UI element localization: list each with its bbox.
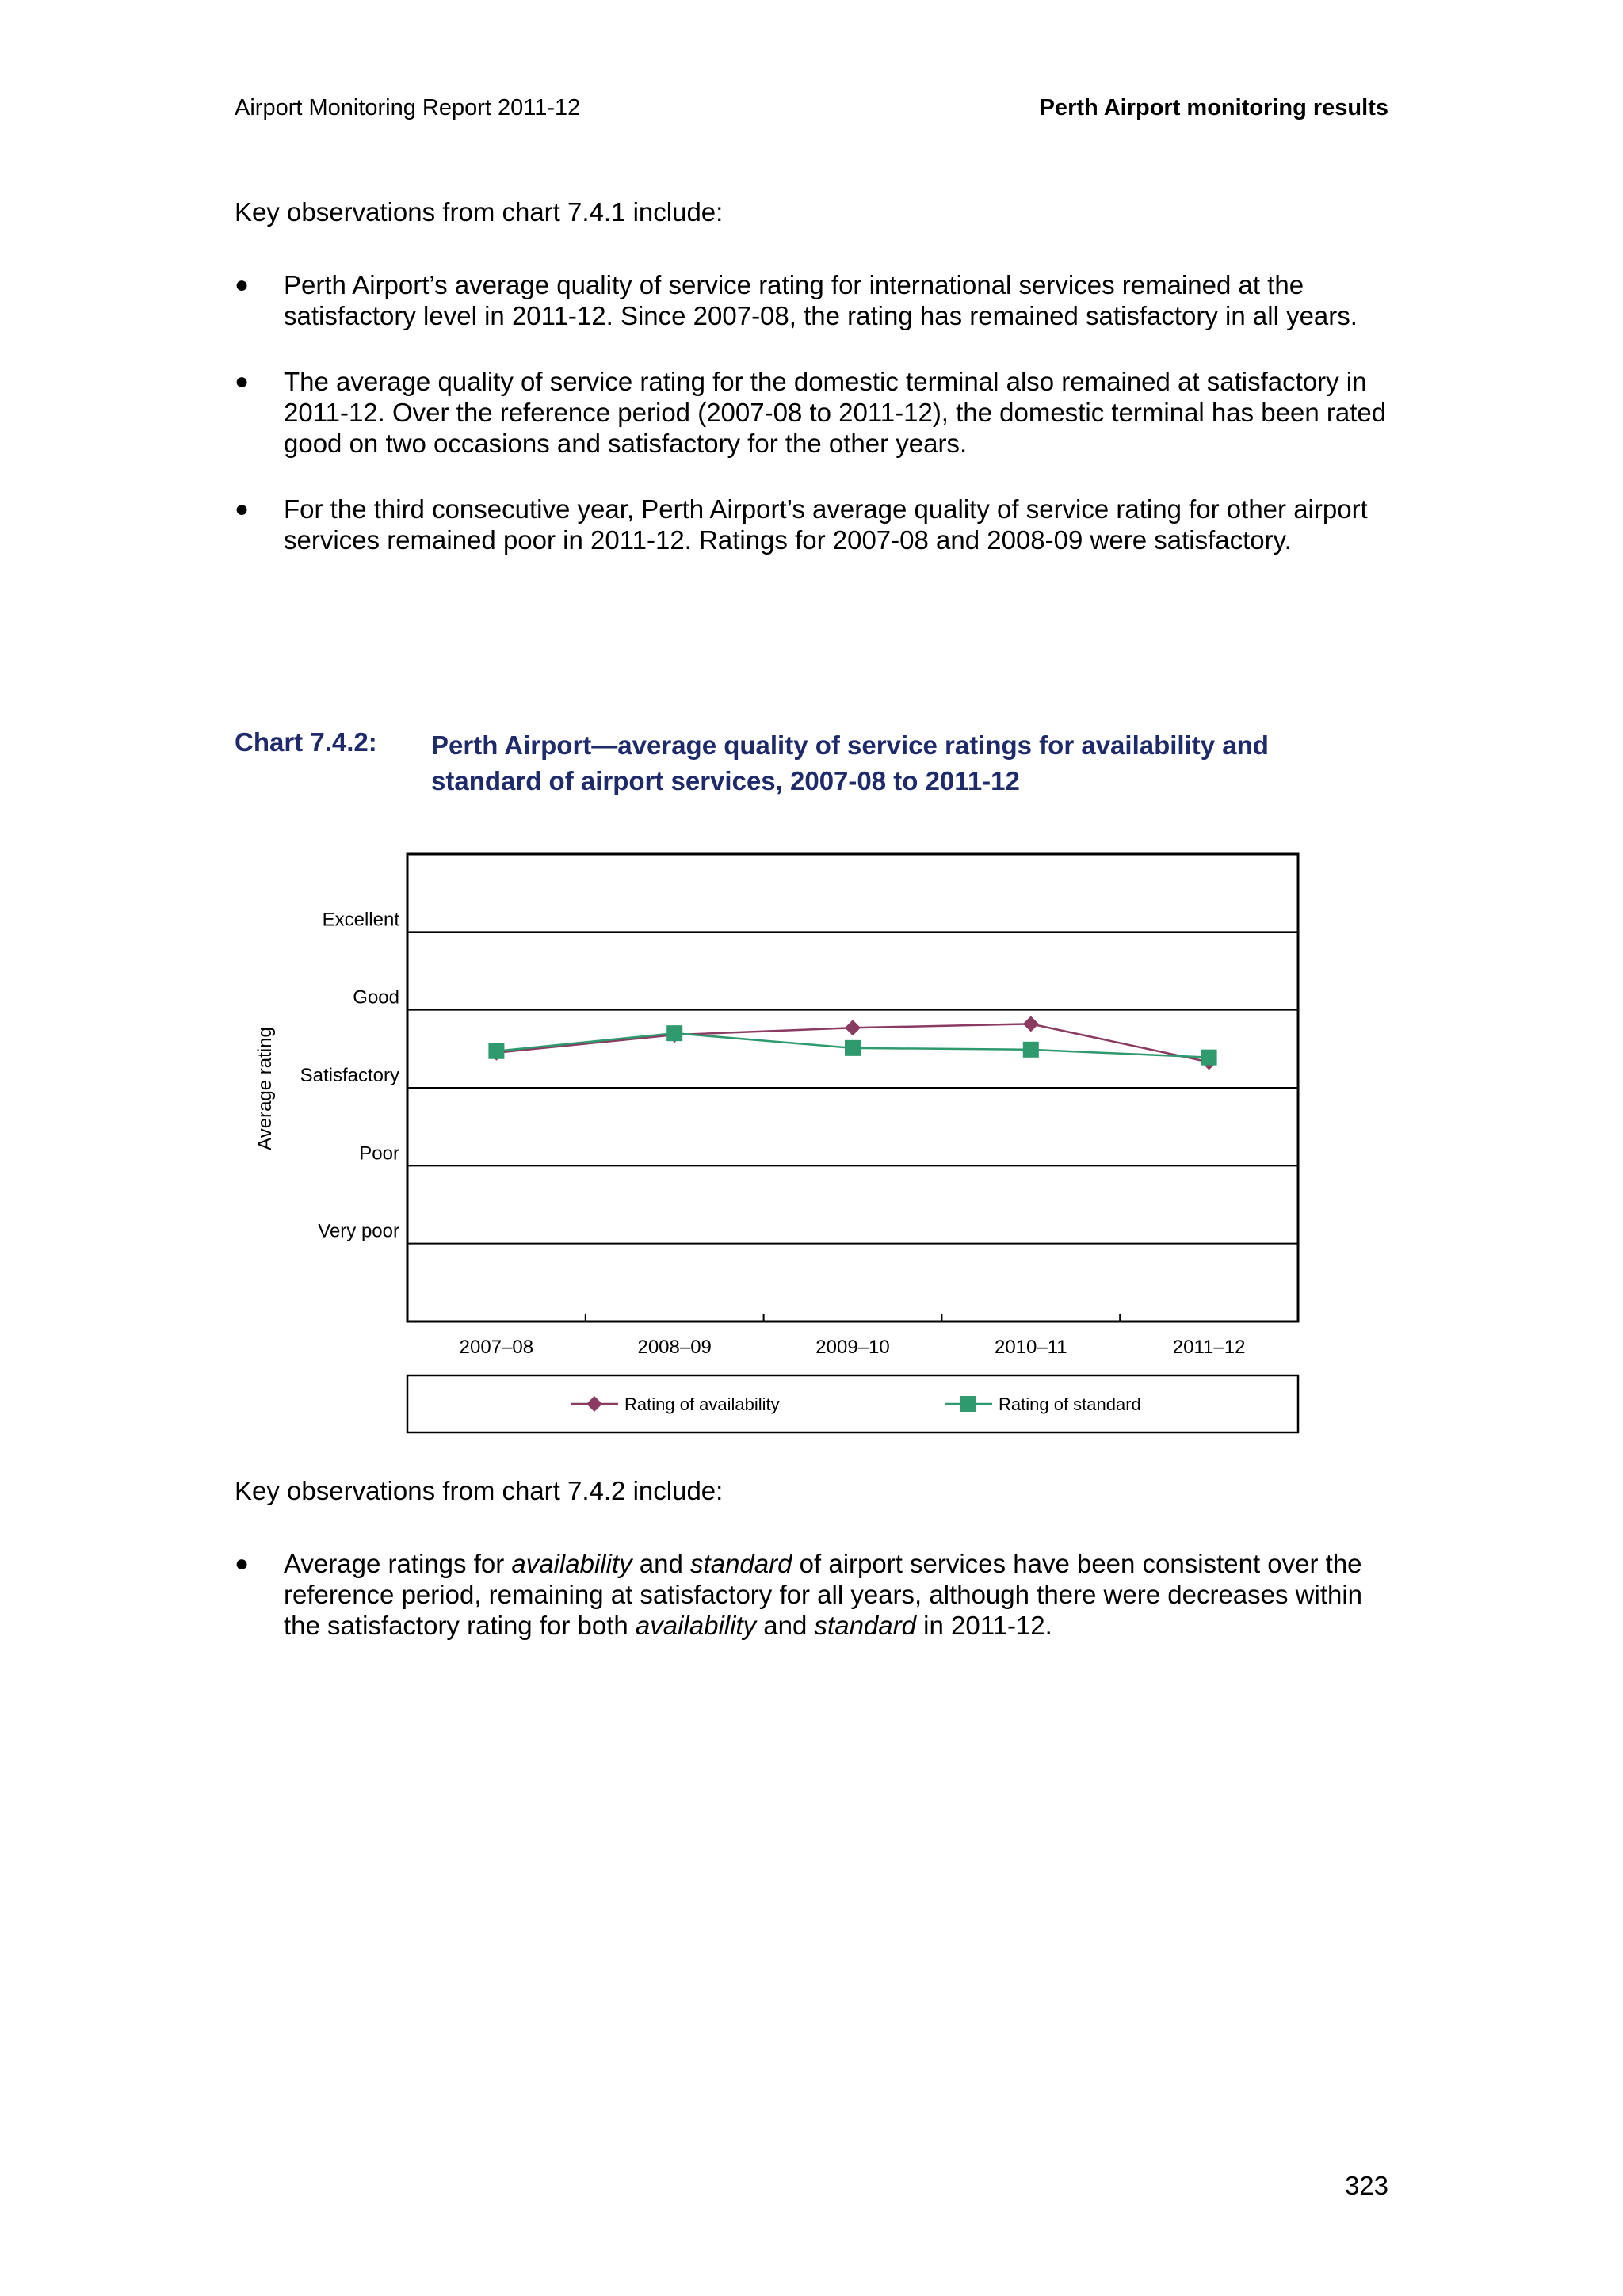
data-point (845, 1040, 861, 1056)
legend-box (407, 1375, 1298, 1432)
list-item-text: Perth Airport’s average quality of service rating for international services remained at the satisfactory level in 2011-12. Since 2007-08, the rating has remained satisfactory in all years. (284, 270, 1358, 330)
y-tick-label: Excellent (322, 909, 399, 931)
list-item-text: For the third consecutive year, Perth Airport’s average quality of service rating for other airport services remained poor in 2011-12. Ratings for 2007-08 and 2008-09 were satisfactory. (284, 494, 1368, 555)
x-tick-label: 2008–09 (637, 1337, 712, 1358)
bullet-icon: ● (235, 272, 250, 298)
page-number: 323 (1344, 2171, 1388, 2200)
chart-label: Chart 7.4.2: (235, 727, 377, 757)
x-tick-label: 2010–11 (994, 1337, 1067, 1358)
list-item (235, 269, 1392, 331)
list-item-text: Average ratings for availability and standard of airport services have been consistent over the reference period, remaining at satisfactory for all years, although there were decreases within the satisfactory rating for both availability and standard in 2011-12. (284, 1549, 1363, 1640)
bullet-icon: ● (235, 368, 250, 395)
legend-marker (960, 1396, 976, 1412)
y-tick-label: Good (353, 986, 399, 1009)
chart-title: Perth Airport—average quality of service ratings for availability and standard of airport services, 2007-08 to 2011-12 (431, 730, 1269, 795)
legend-label: Rating of availability (624, 1394, 780, 1414)
x-tick-label: 2009–10 (815, 1337, 890, 1358)
y-tick-label: Satisfactory (300, 1065, 399, 1086)
observations-list-1 (235, 269, 1392, 590)
y-tick-label: Very poor (318, 1220, 399, 1242)
intro-chart-7-4-1: Key observations from chart 7.4.1 include: (235, 197, 724, 227)
x-tick-label: 2007–08 (459, 1337, 534, 1358)
list-item (235, 1548, 1392, 1641)
legend-label: Rating of standard (999, 1394, 1141, 1414)
list-item (235, 366, 1392, 459)
list-item (235, 494, 1392, 555)
data-point (666, 1025, 682, 1041)
line-chart (238, 840, 1316, 1442)
list-item-text: The average quality of service rating for the domestic terminal also remained at satisfactory in 2011-12. Over the reference period (2007-08 to 2011-12), the domestic terminal has been rated good on two occasions and satisfactory for the other years. (284, 367, 1387, 458)
bullet-icon: ● (235, 1550, 250, 1577)
data-point (488, 1043, 504, 1059)
data-point (1201, 1050, 1217, 1066)
data-point (1023, 1042, 1039, 1058)
intro-chart-7-4-2: Key observations from chart 7.4.2 include: (235, 1476, 724, 1505)
x-tick-label: 2011–12 (1172, 1337, 1246, 1358)
observations-list-2 (235, 1548, 1392, 1676)
x-tick-labels (460, 1337, 1246, 1358)
bullet-icon: ● (235, 496, 250, 522)
section-title: Perth Airport monitoring results (1039, 95, 1388, 120)
report-title: Airport Monitoring Report 2011-12 (235, 95, 581, 120)
y-axis-label: Average rating (254, 1027, 276, 1150)
y-tick-labels (300, 909, 400, 1241)
y-tick-label: Poor (359, 1142, 399, 1165)
